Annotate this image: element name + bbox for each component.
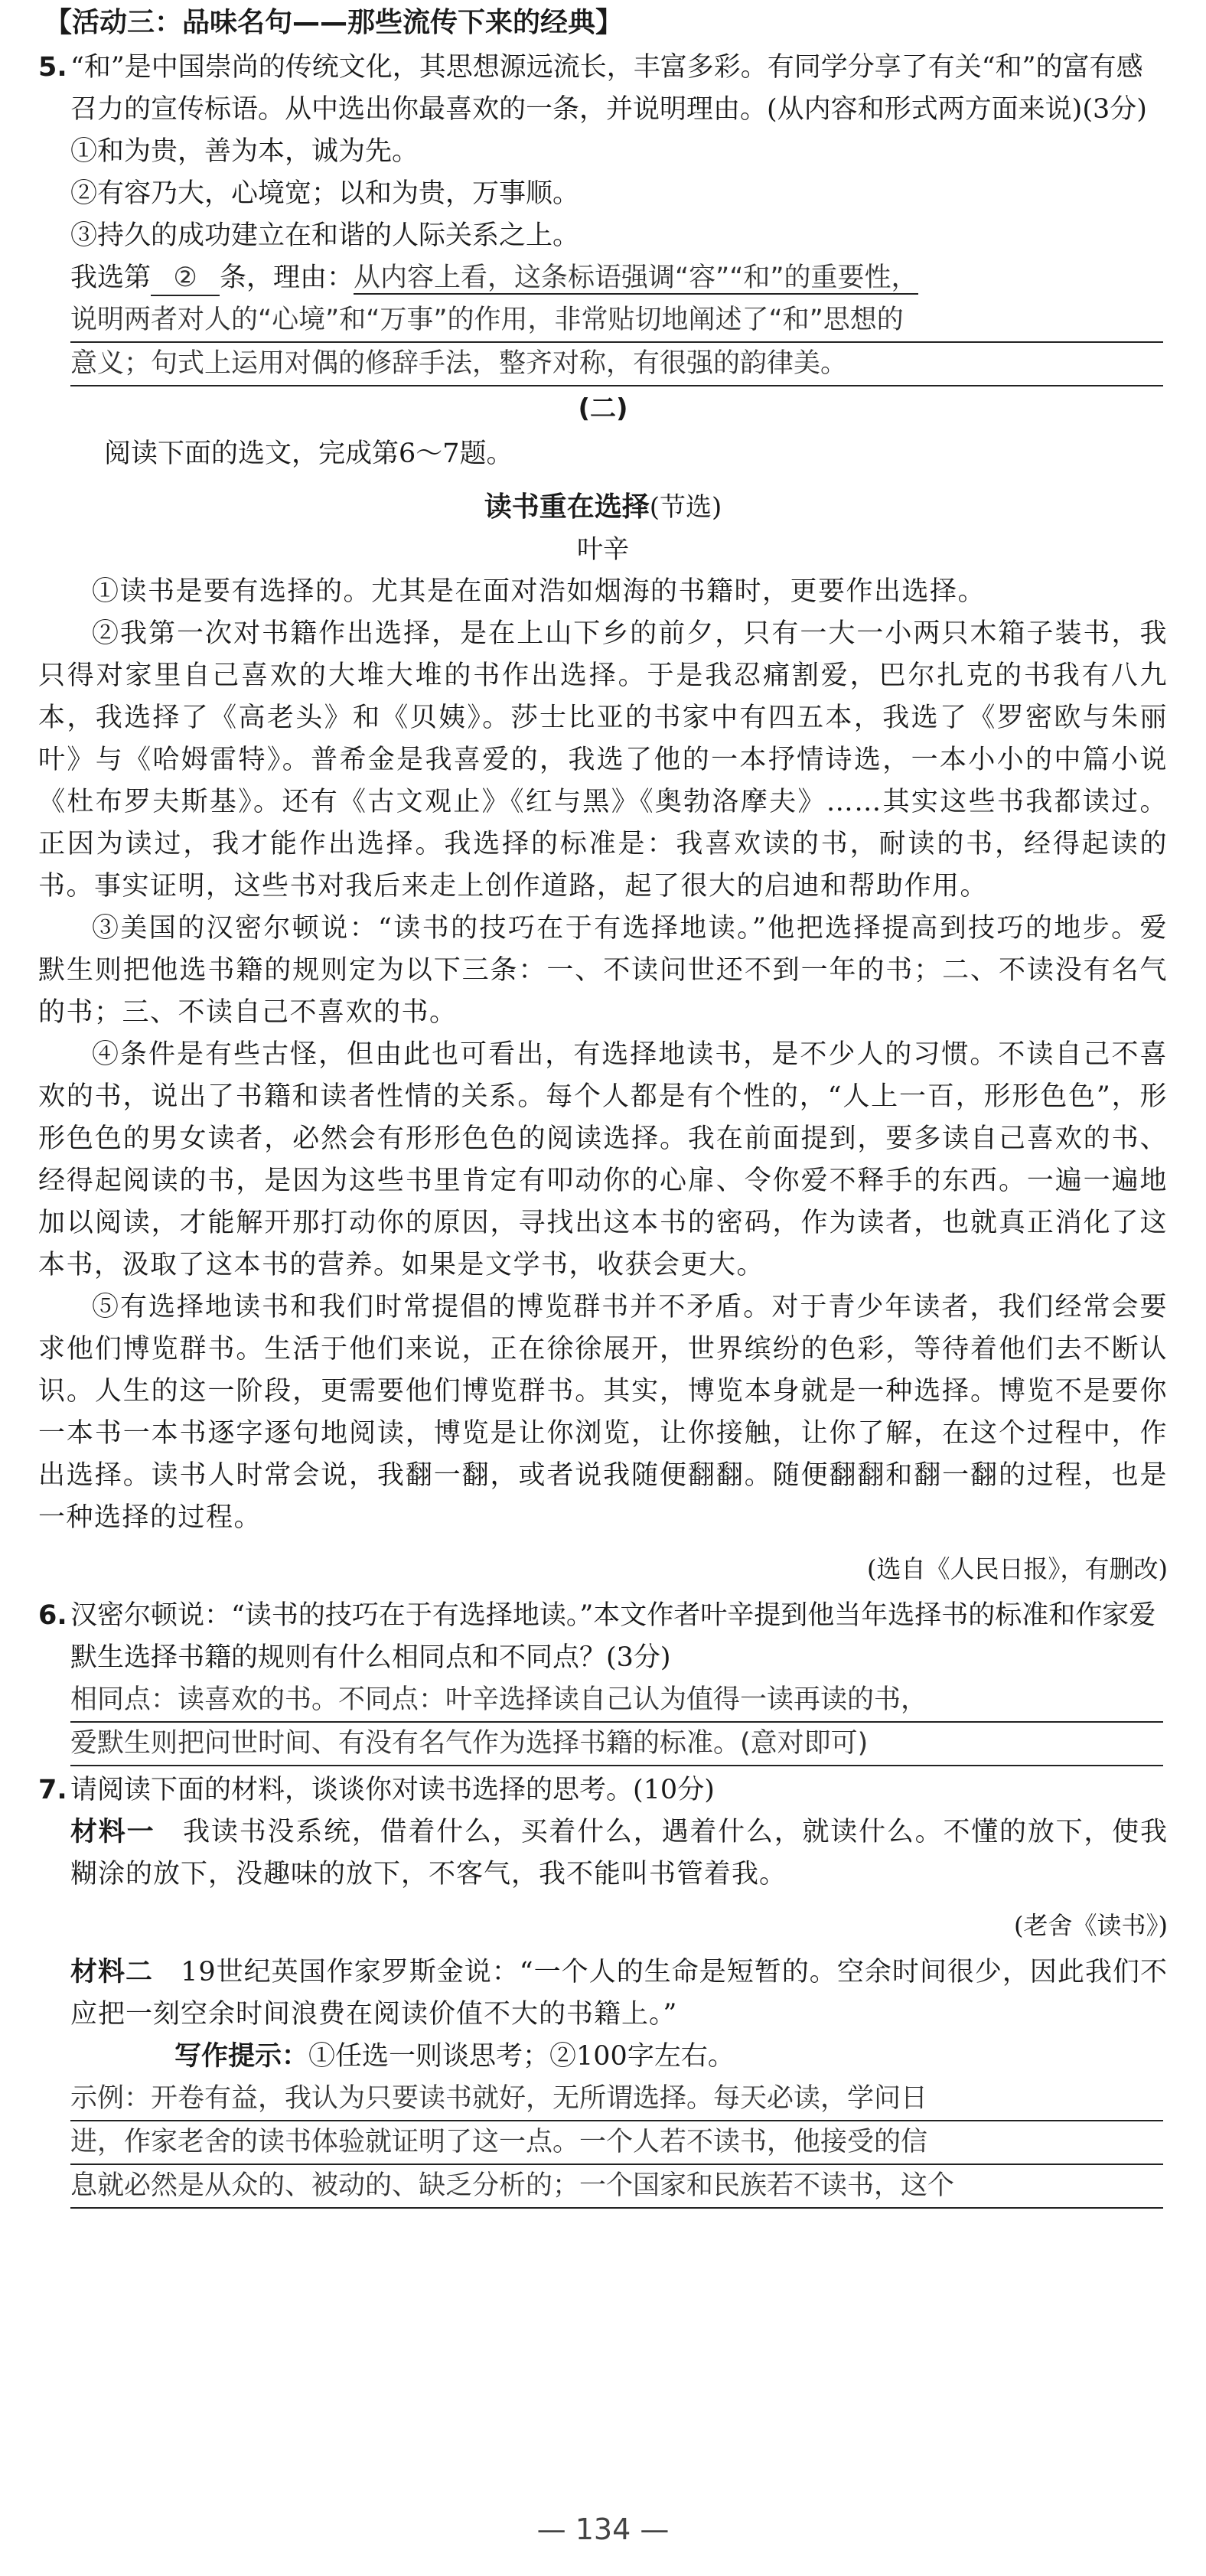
answer-line-3: 意义；句式上运用对偶的修辞手法，整齐对称，有很强的韵律美。	[70, 343, 1163, 386]
material-text: 19世纪英国作家罗斯金说：“一个人的生命是短暂的。空余时间很少，因此我们不应把一刻空余时间浪费在阅读价值不大的书籍上。”	[70, 1957, 1168, 2030]
paragraph-2: ②我第一次对书籍作出选择，是在上山下乡的前夕，只有一大一小两只木箱子装书，我只得对家里自己喜欢的大堆大堆的书作出选择。于是我忍痛割爱，巴尔扎克的书我有八九本，我选择了《高老头》和《贝姨》。莎士比亚的书家中有四五本，我选了《罗密欧与朱丽叶》与《哈姆雷特》。普希金是我喜爱的，我选了他的一本抒情诗选，一本小小的中篇小说《杜布罗夫斯基》。还有《古文观止》《红与黑》《奥勃洛摩夫》……其实这些书我都读过。正因为读过，我才能作出选择。我选择的标准是：我喜欢读的书，耐读的书，经得起读的书。事实证明，这些书对我后来走上创作道路，起了很大的启迪和帮助作用。	[38, 618, 1168, 902]
question-body	[70, 47, 1168, 131]
answer-block	[38, 299, 1168, 386]
question-5	[38, 47, 1168, 131]
question-prompt: “和”是中国崇尚的传统文化，其思想源远流长，丰富多彩。有同学分享了有关“和”的富有感召力的宣传标语。从中选出你最喜欢的一条，并说明理由。(从内容和形式两方面来说)(3分)	[70, 52, 1147, 125]
answer-prefix: 我选第	[70, 262, 152, 293]
answer-mid: 条，理由：	[220, 262, 354, 293]
option-3: ③持久的成功建立在和谐的人际关系之上。	[70, 220, 580, 251]
option-1: ①和为贵，善为本，诚为先。	[70, 136, 419, 167]
paragraph-4: ④条件是有些古怪，但由此也可看出，有选择地读书，是不少人的习惯。不读自己不喜欢的书，说出了书籍和读者性情的关系。每个人都是有个性的，“人上一百，形形色色”，形形色色的男女读者，必然会有形形色色的阅读选择。我在前面提到，要多读自己喜欢的书、经得起阅读的书，是因为这些书里肯定有叩动你的心扉、令你爱不释手的东西。一遍一遍地加以阅读，才能解开那打动你的原因，寻找出这本书的密码，作为读者，也就真正消化了这本书，汲取了这本书的营养。如果是文学书，收获会更大。	[38, 1039, 1168, 1280]
paragraph-3: ③美国的汉密尔顿说：“读书的技巧在于有选择地读。”他把选择提高到技巧的地步。爱默生则把他选书籍的规则定为以下三条：一、不读问世还不到一年的书；二、不读没有名气的书；三、不读自己不喜欢的书。	[38, 913, 1168, 1028]
answer-line-1: 示例：开卷有益，我认为只要读书就好，无所谓选择。每天必读，学问日	[70, 2078, 1163, 2121]
question-number: 6.	[38, 1600, 67, 1631]
answer-line-1	[38, 257, 1168, 299]
question-number: 7.	[38, 1775, 67, 1805]
paragraph-1: ①读书是要有选择的。尤其是在面对浩如烟海的书籍时，更要作出选择。	[92, 576, 986, 607]
answer-text: 从内容上看，这条标语强调“容”“和”的重要性，	[354, 262, 918, 293]
option-2: ②有容乃大，心境宽；以和为贵，万事顺。	[70, 178, 580, 209]
hint-label: 写作提示：	[174, 2041, 309, 2072]
material-1-source: (老舍《读书》)	[1014, 1911, 1168, 1940]
material-2	[38, 1952, 1168, 2036]
instruction: 阅读下面的选文，完成第6～7题。	[104, 439, 513, 469]
answer-line-1: 相同点：读喜欢的书。不同点：叶辛选择读自己认为值得一读再读的书，	[70, 1679, 1163, 1723]
article-author: 叶辛	[577, 534, 629, 565]
answer-block	[38, 2078, 1168, 2209]
material-label: 材料二	[70, 1957, 154, 1987]
material-text: 我读书没系统，借着什么，买着什么，遇着什么，就读什么。不懂的放下，使我糊涂的放下，没趣味的放下，不客气，我不能叫书管着我。	[70, 1817, 1168, 1890]
article-source: (选自《人民日报》，有删改)	[867, 1554, 1168, 1583]
hint-text: ①任选一则谈思考；②100字左右。	[308, 2041, 735, 2072]
activity-header: 【活动三：品味名句——那些流传下来的经典】	[44, 7, 624, 38]
answer-choice: ②	[151, 261, 220, 296]
material-1	[38, 1811, 1168, 1896]
title-text: 读书重在选择	[484, 491, 650, 523]
title-subtitle: (节选)	[649, 492, 722, 523]
article-title	[38, 486, 1168, 529]
answer-line-2: 进，作家老舍的读书体验就证明了这一点。一个人若不读书，他接受的信	[70, 2121, 1163, 2165]
question-prompt: 请阅读下面的材料，谈谈你对读书选择的思考。(10分)	[70, 1775, 715, 1805]
question-6	[38, 1595, 1168, 1766]
content	[38, 0, 1168, 2209]
question-body	[70, 1595, 1168, 1766]
question-7	[38, 1769, 1168, 1811]
paragraph-5: ⑤有选择地读书和我们时常提倡的博览群书并不矛盾。对于青少年读者，我们经常会要求他们博览群书。生活于他们来说，正在徐徐展开，世界缤纷的色彩，等待着他们去不断认识。人生的这一阶段，更需要他们博览群书。其实，博览本身就是一种选择。博览不是要你一本书一本书逐字逐句地阅读，博览是让你浏览，让你接触，让你了解，在这个过程中，作出选择。读书人时常会说，我翻一翻，或者说我随便翻翻。随便翻翻和翻一翻的过程，也是一种选择的过程。	[38, 1292, 1168, 1533]
question-number: 5.	[38, 52, 67, 83]
material-label: 材料一	[70, 1817, 155, 1847]
page-number: — 134 —	[536, 2512, 670, 2546]
answer-line-3: 息就必然是从众的、被动的、缺乏分析的；一个国家和民族若不读书，这个	[70, 2165, 1163, 2209]
section-number: (二)	[578, 393, 628, 424]
question-body	[70, 1769, 1168, 1811]
question-prompt: 汉密尔顿说：“读书的技巧在于有选择地读。”本文作者叶辛提到他当年选择书的标准和作家爱默生选择书籍的规则有什么相同点和不同点？(3分)	[70, 1600, 1156, 1673]
writing-hint	[38, 2036, 1168, 2078]
answer-line-2: 说明两者对人的“心境”和“万事”的作用，非常贴切地阐述了“和”思想的	[70, 299, 1163, 343]
answer-line-2: 爱默生则把问世时间、有没有名气作为选择书籍的标准。(意对即可)	[70, 1723, 1163, 1766]
